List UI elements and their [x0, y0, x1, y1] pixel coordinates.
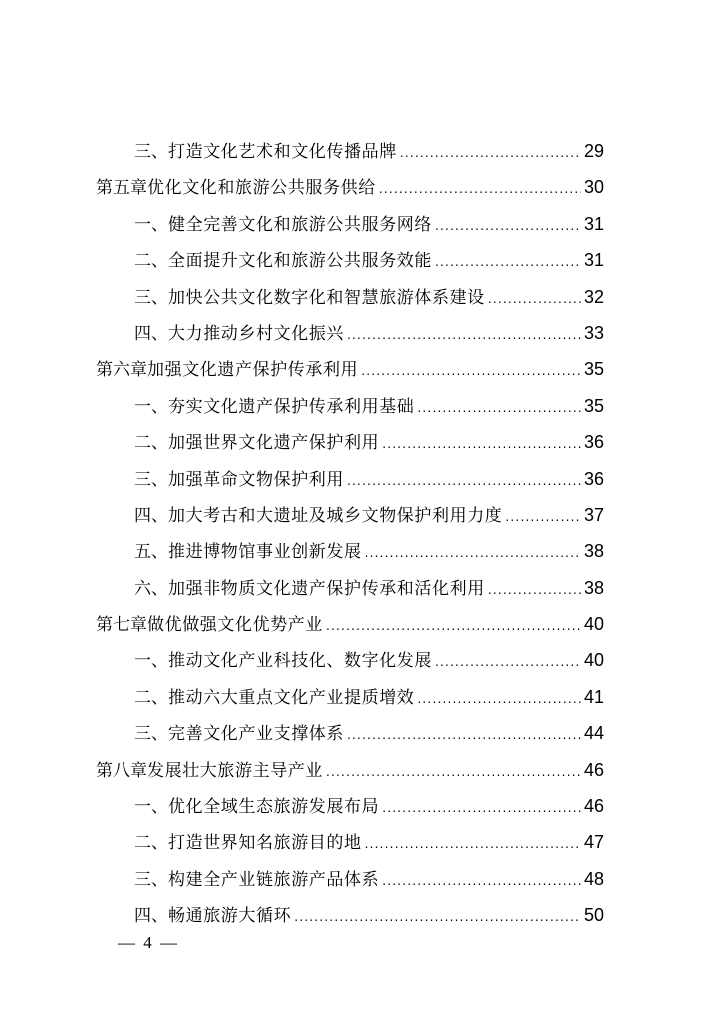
toc-entry-number: 一、	[134, 214, 168, 235]
dot-leader	[505, 498, 581, 535]
toc-entry-number: 四、	[134, 505, 168, 526]
dot-leader	[488, 571, 581, 608]
toc-section-entry[interactable]	[96, 388, 604, 424]
toc-chapter-entry[interactable]	[96, 351, 604, 387]
dot-leader	[294, 898, 581, 935]
toc-chapter-entry[interactable]	[96, 169, 604, 205]
toc-entry-number: 一、	[134, 651, 168, 672]
toc-entry-title: 加大考古和大遗址及城乡文物保护利用力度	[168, 505, 503, 526]
toc-entry-title: 构建全产业链旅游产品体系	[168, 869, 380, 890]
toc-entry-number: 三、	[134, 469, 168, 490]
dot-leader	[347, 316, 581, 353]
toc-entry-title: 推动文化产业科技化、数字化发展	[168, 651, 432, 672]
toc-entry-title: 做优做强文化优势产业	[147, 615, 323, 636]
toc-entry-title: 推进博物馆事业创新发展	[168, 542, 362, 563]
toc-entry-page-number: 35	[583, 395, 604, 416]
page-number-footer: — 4 —	[118, 933, 179, 952]
toc-section-entry[interactable]	[96, 424, 604, 460]
toc-entry-title: 加强文化遗产保护传承利用	[147, 360, 359, 381]
dot-leader	[361, 352, 581, 389]
toc-chapter-entry[interactable]	[96, 752, 604, 788]
toc-entry-page-number: 38	[583, 541, 604, 562]
toc-section-entry[interactable]	[96, 824, 604, 860]
toc-entry-number: 一、	[134, 396, 168, 417]
toc-entry-number: 二、	[134, 251, 168, 272]
toc-entry-page-number: 46	[583, 796, 604, 817]
toc-section-entry[interactable]	[96, 715, 604, 751]
toc-entry-title: 全面提升文化和旅游公共服务效能	[168, 251, 432, 272]
toc-entry-page-number: 31	[583, 213, 604, 234]
toc-entry-title: 夯实文化遗产保护传承利用基础	[168, 396, 415, 417]
toc-entry-number: 二、	[134, 433, 168, 454]
toc-entry-page-number: 37	[583, 504, 604, 525]
toc-entry-page-number: 30	[583, 177, 604, 198]
dot-leader	[365, 825, 581, 862]
toc-entry-number: 一、	[134, 797, 168, 818]
toc-entry-number: 六、	[134, 578, 168, 599]
toc-entry-title: 大力推动乡村文化振兴	[168, 323, 344, 344]
dot-leader	[382, 789, 581, 826]
dot-leader	[347, 462, 581, 499]
toc-entry-number: 第八章	[96, 760, 147, 781]
toc-section-entry[interactable]	[96, 279, 604, 315]
toc-entry-title: 加强世界文化遗产保护利用	[168, 433, 380, 454]
toc-section-entry[interactable]	[96, 206, 604, 242]
toc-entry-page-number: 36	[583, 432, 604, 453]
toc-entry-title: 优化文化和旅游公共服务供给	[147, 178, 376, 199]
toc-entry-title: 打造世界知名旅游目的地	[168, 833, 362, 854]
toc-section-entry[interactable]	[96, 861, 604, 897]
toc-entry-page-number: 47	[583, 832, 604, 853]
dot-leader	[326, 607, 581, 644]
toc-entry-page-number: 29	[583, 141, 604, 161]
toc-section-entry[interactable]	[96, 133, 604, 169]
toc-section-entry[interactable]	[96, 533, 604, 569]
toc-entry-number: 第七章	[96, 615, 147, 636]
toc-entry-title: 优化全域生态旅游发展布局	[168, 797, 380, 818]
toc-entry-title: 推动六大重点文化产业提质增效	[168, 687, 415, 708]
dot-leader	[326, 753, 581, 790]
toc-entry-page-number: 33	[583, 322, 604, 343]
dot-leader	[488, 280, 581, 317]
toc-section-entry[interactable]	[96, 570, 604, 606]
toc-entry-page-number: 50	[583, 905, 604, 926]
toc-entry-number: 四、	[134, 323, 168, 344]
toc-section-entry[interactable]	[96, 315, 604, 351]
toc-entry-title: 健全完善文化和旅游公共服务网络	[168, 214, 432, 235]
toc-entry-title: 加快公共文化数字化和智慧旅游体系建设	[168, 287, 485, 308]
toc-entry-number: 三、	[134, 287, 168, 308]
toc-entry-title: 畅通旅游大循环	[168, 906, 292, 927]
toc-entry-page-number: 36	[583, 468, 604, 489]
toc-entry-number: 二、	[134, 833, 168, 854]
toc-entry-number: 第五章	[96, 178, 147, 199]
toc-section-entry[interactable]	[96, 679, 604, 715]
toc-section-entry[interactable]	[96, 242, 604, 278]
dot-leader	[435, 243, 581, 280]
toc-entry-title: 加强革命文物保护利用	[168, 469, 344, 490]
toc-entry-page-number: 31	[583, 250, 604, 271]
dot-leader	[435, 643, 581, 680]
toc-entry-number: 三、	[134, 142, 168, 162]
dot-leader	[400, 134, 581, 171]
toc-section-entry[interactable]	[96, 788, 604, 824]
toc-section-entry[interactable]	[96, 642, 604, 678]
toc-entry-page-number: 40	[583, 614, 604, 635]
dot-leader	[382, 425, 581, 462]
dot-leader	[417, 680, 581, 717]
toc-entry-page-number: 46	[583, 759, 604, 780]
toc-entry-page-number: 38	[583, 577, 604, 598]
dot-leader	[347, 716, 581, 753]
toc-section-entry[interactable]	[96, 897, 604, 933]
toc-entry-title: 加强非物质文化遗产保护传承和活化利用	[168, 578, 485, 599]
toc-entry-number: 四、	[134, 906, 168, 927]
toc-entry-number: 三、	[134, 869, 168, 890]
toc-entry-number: 五、	[134, 542, 168, 563]
dot-leader	[382, 862, 581, 899]
toc-entry-number: 三、	[134, 724, 168, 745]
table-of-contents	[96, 133, 604, 934]
toc-entry-page-number: 48	[583, 868, 604, 889]
toc-section-entry[interactable]	[96, 461, 604, 497]
toc-entry-number: 第六章	[96, 360, 147, 381]
toc-section-entry[interactable]	[96, 497, 604, 533]
toc-entry-page-number: 41	[583, 686, 604, 707]
toc-entry-title: 完善文化产业支撑体系	[168, 724, 344, 745]
toc-chapter-entry[interactable]	[96, 606, 604, 642]
toc-entry-number: 二、	[134, 687, 168, 708]
toc-entry-title: 发展壮大旅游主导产业	[147, 760, 323, 781]
toc-entry-page-number: 44	[583, 723, 604, 744]
toc-entry-page-number: 32	[583, 286, 604, 307]
dot-leader	[417, 389, 581, 426]
toc-entry-page-number: 35	[583, 359, 604, 380]
dot-leader	[365, 534, 581, 571]
dot-leader	[435, 207, 581, 244]
toc-entry-page-number: 40	[583, 650, 604, 671]
dot-leader	[379, 170, 581, 207]
toc-entry-title: 打造文化艺术和文化传播品牌	[168, 142, 397, 162]
